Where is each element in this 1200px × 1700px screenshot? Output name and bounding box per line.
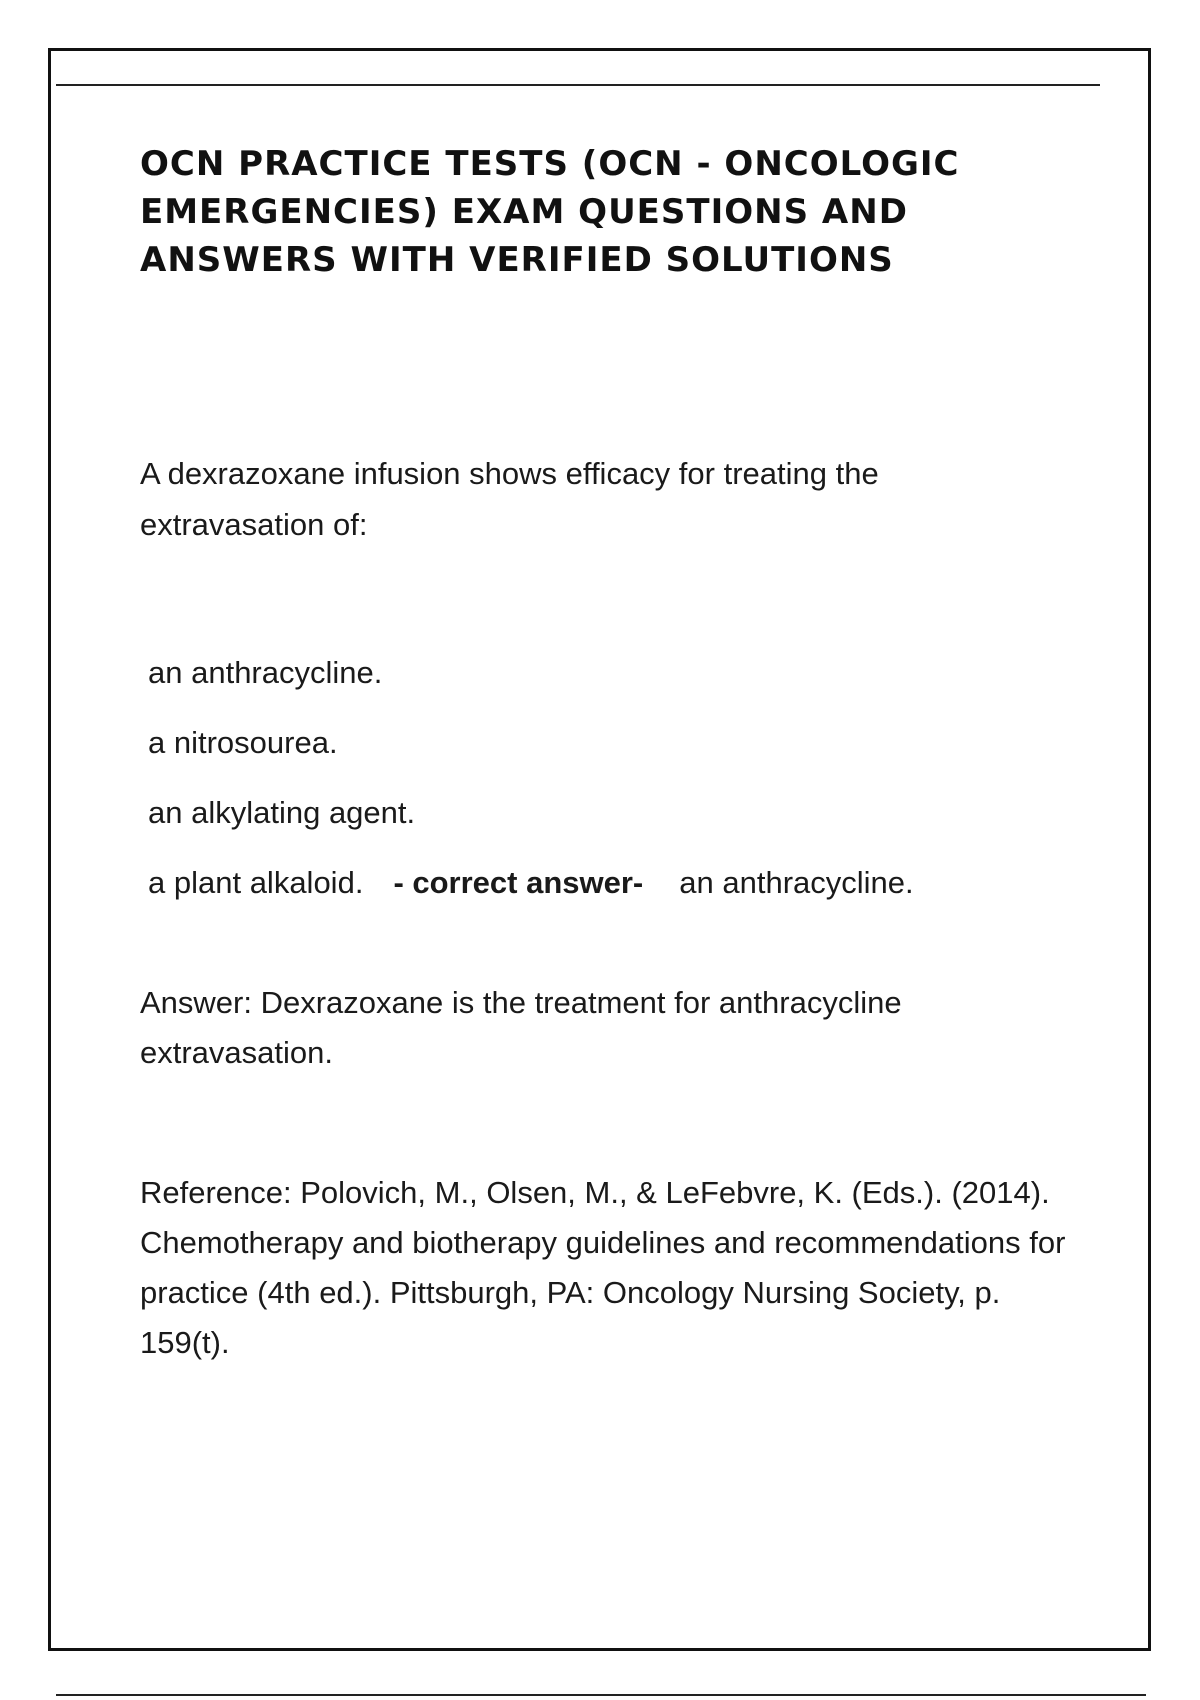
bottom-divider: [56, 1694, 1146, 1696]
option-text: an alkylating agent.: [148, 795, 416, 830]
option-item: [148, 792, 1080, 834]
option-text: a nitrosourea.: [148, 725, 338, 760]
reference-citation: Reference: Polovich, M., Olsen, M., & LeFebvre, K. (Eds.). (2014). Chemotherapy and biotherapy guidelines and recommendations for practice (4th ed.). Pittsburgh, PA: Oncology Nursing Society, p. 159(t).: [140, 1175, 1066, 1360]
answer-options: [148, 652, 1080, 904]
correct-answer-label: - correct answer-: [393, 865, 644, 900]
document-title: OCN PRACTICE TESTS (OCN - ONCOLOGIC EMERGENCIES) EXAM QUESTIONS AND ANSWERS WITH VERIFIED SOLUTIONS: [140, 144, 960, 280]
top-divider: [56, 84, 1100, 86]
option-item: [148, 862, 1080, 904]
option-item: [148, 652, 1080, 694]
question-text: A dexrazoxane infusion shows efficacy for treating the extravasation of:: [140, 456, 879, 542]
document-body: [140, 140, 1080, 1368]
option-text: a plant alkaloid.: [148, 865, 364, 900]
option-item: [148, 722, 1080, 764]
correct-answer-value: an anthracycline.: [679, 865, 914, 900]
answer-explanation: Answer: Dexrazoxane is the treatment for anthracycline extravasation.: [140, 985, 902, 1070]
option-text: an anthracycline.: [148, 655, 383, 690]
